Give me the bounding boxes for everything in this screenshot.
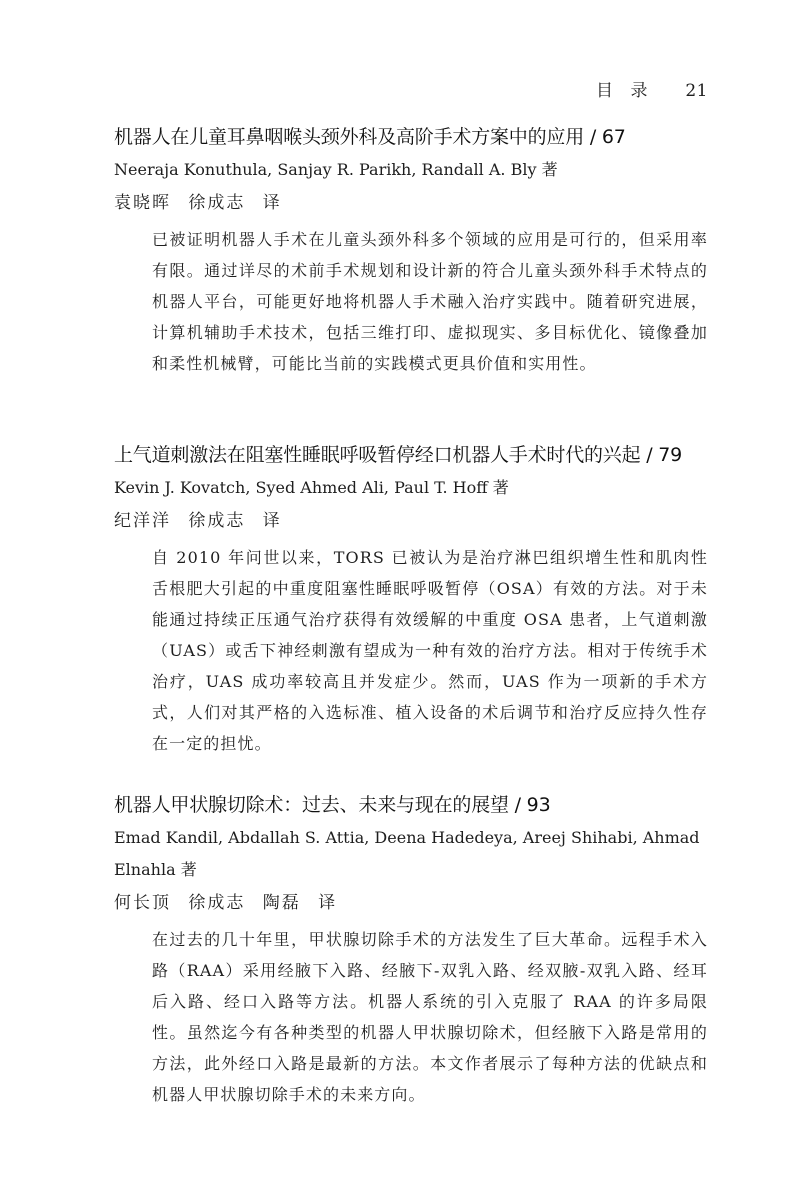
section-label: 目 录: [596, 81, 654, 101]
toc-entry: [114, 790, 708, 1110]
toc-entry: [114, 122, 708, 379]
entry-translators: 何长顶 徐成志 陶磊 译: [114, 893, 338, 913]
page-number: 21: [685, 81, 708, 101]
entry-translators: 袁晓晖 徐成志 译: [114, 193, 282, 213]
entry-abstract: 已被证明机器人手术在儿童头颈外科多个领域的应用是可行的，但采用率有限。通过详尽的术前手术规划和设计新的符合儿童头颈外科手术特点的机器人平台，可能更好地将机器人手术融入治疗实践中。随着研究进展，计算机辅助手术技术，包括三维打印、虚拟现实、多目标优化、镜像叠加和柔性机械臂，可能比当前的实践模式更具价值和实用性。: [152, 230, 708, 373]
entry-title[interactable]: 机器人在儿童耳鼻咽喉头颈外科及高阶手术方案中的应用 / 67: [114, 126, 626, 148]
running-head: [596, 76, 708, 101]
entry-title[interactable]: 上气道刺激法在阻塞性睡眠呼吸暂停经口机器人手术时代的兴起 / 79: [114, 444, 683, 466]
entry-translators: 纪洋洋 徐成志 译: [114, 511, 282, 531]
entry-abstract: 在过去的几十年里，甲状腺切除手术的方法发生了巨大革命。远程手术入路（RAA）采用经腋下入路、经腋下-双乳入路、经双腋-双乳入路、经耳后入路、经口入路等方法。机器人系统的引入克服了 RAA 的许多局限性。虽然迄今有各种类型的机器人甲状腺切除术，但经腋下入路是常用的方法，此外经口入路是最新的方法。本文作者展示了每种方法的优缺点和机器人甲状腺切除手术的未来方向。: [152, 930, 708, 1104]
entry-title[interactable]: 机器人甲状腺切除术：过去、未来与现在的展望 / 93: [114, 794, 551, 816]
entry-authors: Emad Kandil, Abdallah S. Attia, Deena Hadedeya, Areej Shihabi, Ahmad Elnahla 著: [114, 828, 700, 879]
entry-authors: Neeraja Konuthula, Sanjay R. Parikh, Randall A. Bly 著: [114, 160, 558, 179]
entry-abstract: 自 2010 年问世以来，TORS 已被认为是治疗淋巴组织增生性和肌肉性舌根肥大引起的中重度阻塞性睡眠呼吸暂停（OSA）有效的方法。对于未能通过持续正压通气治疗获得有效缓解的中重度 OSA 患者，上气道刺激（UAS）或舌下神经刺激有望成为一种有效的治疗方法。相对于传统手术治疗，UAS 成功率较高且并发症少。然而，UAS 作为一项新的手术方式，人们对其严格的入选标准、植入设备的术后调节和治疗反应持久性存在一定的担忧。: [152, 548, 708, 753]
toc-entry: [114, 440, 708, 759]
entry-authors: Kevin J. Kovatch, Syed Ahmed Ali, Paul T. Hoff 著: [114, 478, 509, 497]
